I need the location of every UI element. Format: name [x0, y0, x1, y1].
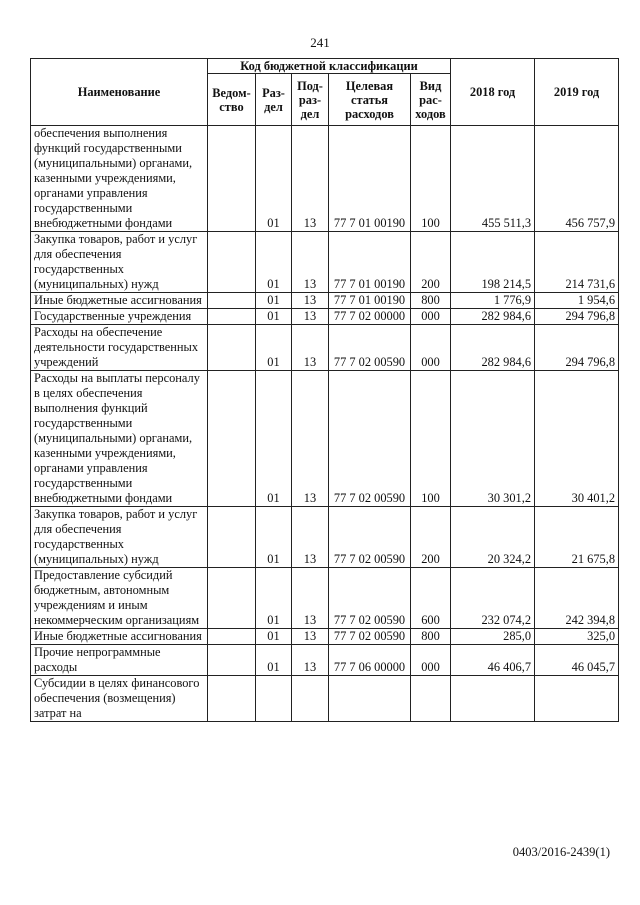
row-target-article	[329, 676, 411, 722]
row-amount-2019: 242 394,8	[535, 568, 619, 629]
row-podrazdel	[292, 676, 329, 722]
row-amount-2019: 456 757,9	[535, 126, 619, 232]
row-vedomstvo	[208, 126, 256, 232]
row-vid-raskhodov: 100	[411, 371, 451, 507]
row-target-article: 77 7 06 00000	[329, 645, 411, 676]
row-razdel: 01	[256, 568, 292, 629]
row-podrazdel: 13	[292, 325, 329, 371]
row-name: Закупка товаров, работ и услуг для обеспечения государственных (муниципальных) нужд	[31, 232, 208, 293]
row-target-article: 77 7 02 00590	[329, 568, 411, 629]
row-name: Закупка товаров, работ и услуг для обеспечения государственных (муниципальных) нужд	[31, 507, 208, 568]
row-vedomstvo	[208, 309, 256, 325]
row-amount-2019: 294 796,8	[535, 309, 619, 325]
table-row	[31, 507, 619, 568]
row-vedomstvo	[208, 371, 256, 507]
row-target-article: 77 7 02 00590	[329, 629, 411, 645]
row-amount-2018: 20 324,2	[451, 507, 535, 568]
row-amount-2018: 1 776,9	[451, 293, 535, 309]
row-razdel: 01	[256, 309, 292, 325]
row-amount-2018: 282 984,6	[451, 309, 535, 325]
row-vid-raskhodov: 000	[411, 309, 451, 325]
row-amount-2018	[451, 676, 535, 722]
table-row	[31, 325, 619, 371]
row-target-article: 77 7 01 00190	[329, 126, 411, 232]
row-vid-raskhodov: 600	[411, 568, 451, 629]
row-vedomstvo	[208, 232, 256, 293]
row-razdel: 01	[256, 232, 292, 293]
row-vid-raskhodov: 000	[411, 325, 451, 371]
row-amount-2019	[535, 676, 619, 722]
header-name: Наименование	[31, 59, 208, 126]
header-razdel: Раз-дел	[256, 74, 292, 126]
table-row	[31, 568, 619, 629]
row-name: Расходы на обеспечение деятельности государственных учреждений	[31, 325, 208, 371]
row-amount-2018: 46 406,7	[451, 645, 535, 676]
row-podrazdel: 13	[292, 568, 329, 629]
row-target-article: 77 7 02 00590	[329, 325, 411, 371]
table-row	[31, 126, 619, 232]
row-vid-raskhodov: 800	[411, 293, 451, 309]
header-podrazdel: Под-раз-дел	[292, 74, 329, 126]
row-vedomstvo	[208, 568, 256, 629]
row-target-article: 77 7 01 00190	[329, 293, 411, 309]
row-podrazdel: 13	[292, 629, 329, 645]
header-target-article: Целевая статья расходов	[329, 74, 411, 126]
row-vid-raskhodov: 100	[411, 126, 451, 232]
row-podrazdel: 13	[292, 126, 329, 232]
header-year-2019: 2019 год	[535, 59, 619, 126]
row-vid-raskhodov: 000	[411, 645, 451, 676]
row-podrazdel: 13	[292, 507, 329, 568]
row-name: Субсидии в целях финансового обеспечения (возмещения) затрат на	[31, 676, 208, 722]
row-razdel: 01	[256, 293, 292, 309]
header-vid-raskhodov: Вид рас-ходов	[411, 74, 451, 126]
row-amount-2019: 21 675,8	[535, 507, 619, 568]
document-code: 0403/2016-2439(1)	[512, 845, 610, 859]
row-target-article: 77 7 02 00590	[329, 371, 411, 507]
header-year-2018: 2018 год	[451, 59, 535, 126]
row-vedomstvo	[208, 507, 256, 568]
row-razdel: 01	[256, 371, 292, 507]
row-vid-raskhodov: 200	[411, 507, 451, 568]
row-vid-raskhodov: 800	[411, 629, 451, 645]
table-row	[31, 309, 619, 325]
row-amount-2019: 214 731,6	[535, 232, 619, 293]
row-amount-2018: 30 301,2	[451, 371, 535, 507]
row-podrazdel: 13	[292, 645, 329, 676]
row-name: Прочие непрограммные расходы	[31, 645, 208, 676]
row-vedomstvo	[208, 293, 256, 309]
row-name: обеспечения выполнения функций государственными (муниципальными) органами, казенными учреждениями, органами управления государственными внебюджетными фондами	[31, 126, 208, 232]
row-amount-2019: 1 954,6	[535, 293, 619, 309]
row-razdel: 01	[256, 126, 292, 232]
row-name: Государственные учреждения	[31, 309, 208, 325]
row-amount-2019: 30 401,2	[535, 371, 619, 507]
budget-table	[30, 58, 619, 722]
row-podrazdel: 13	[292, 371, 329, 507]
row-vedomstvo	[208, 325, 256, 371]
row-amount-2018: 282 984,6	[451, 325, 535, 371]
table-row	[31, 676, 619, 722]
row-amount-2019: 46 045,7	[535, 645, 619, 676]
row-target-article: 77 7 02 00000	[329, 309, 411, 325]
row-vedomstvo	[208, 676, 256, 722]
row-podrazdel: 13	[292, 293, 329, 309]
page-number: 241	[310, 35, 330, 50]
row-razdel: 01	[256, 629, 292, 645]
row-razdel: 01	[256, 325, 292, 371]
header-code-group: Код бюджетной классификации	[208, 59, 451, 74]
row-amount-2018: 232 074,2	[451, 568, 535, 629]
table-row	[31, 645, 619, 676]
row-target-article: 77 7 01 00190	[329, 232, 411, 293]
row-amount-2019: 325,0	[535, 629, 619, 645]
table-row	[31, 371, 619, 507]
row-name: Предоставление субсидий бюджетным, автономным учреждениям и иным некоммерческим организациям	[31, 568, 208, 629]
row-amount-2018: 285,0	[451, 629, 535, 645]
table-row	[31, 293, 619, 309]
header-vedomstvo: Ведом-ство	[208, 74, 256, 126]
row-podrazdel: 13	[292, 232, 329, 293]
row-razdel	[256, 676, 292, 722]
row-razdel: 01	[256, 507, 292, 568]
row-vedomstvo	[208, 629, 256, 645]
row-name: Расходы на выплаты персоналу в целях обеспечения выполнения функций государственными (муниципальными) органами, казенными учреждениями, органами управления государственными внебюджетными фондами	[31, 371, 208, 507]
row-razdel: 01	[256, 645, 292, 676]
row-vid-raskhodov	[411, 676, 451, 722]
row-amount-2018: 455 511,3	[451, 126, 535, 232]
table-row	[31, 629, 619, 645]
row-name: Иные бюджетные ассигнования	[31, 629, 208, 645]
row-target-article: 77 7 02 00590	[329, 507, 411, 568]
row-name: Иные бюджетные ассигнования	[31, 293, 208, 309]
row-amount-2019: 294 796,8	[535, 325, 619, 371]
row-vedomstvo	[208, 645, 256, 676]
table-row	[31, 232, 619, 293]
row-amount-2018: 198 214,5	[451, 232, 535, 293]
row-vid-raskhodov: 200	[411, 232, 451, 293]
row-podrazdel: 13	[292, 309, 329, 325]
